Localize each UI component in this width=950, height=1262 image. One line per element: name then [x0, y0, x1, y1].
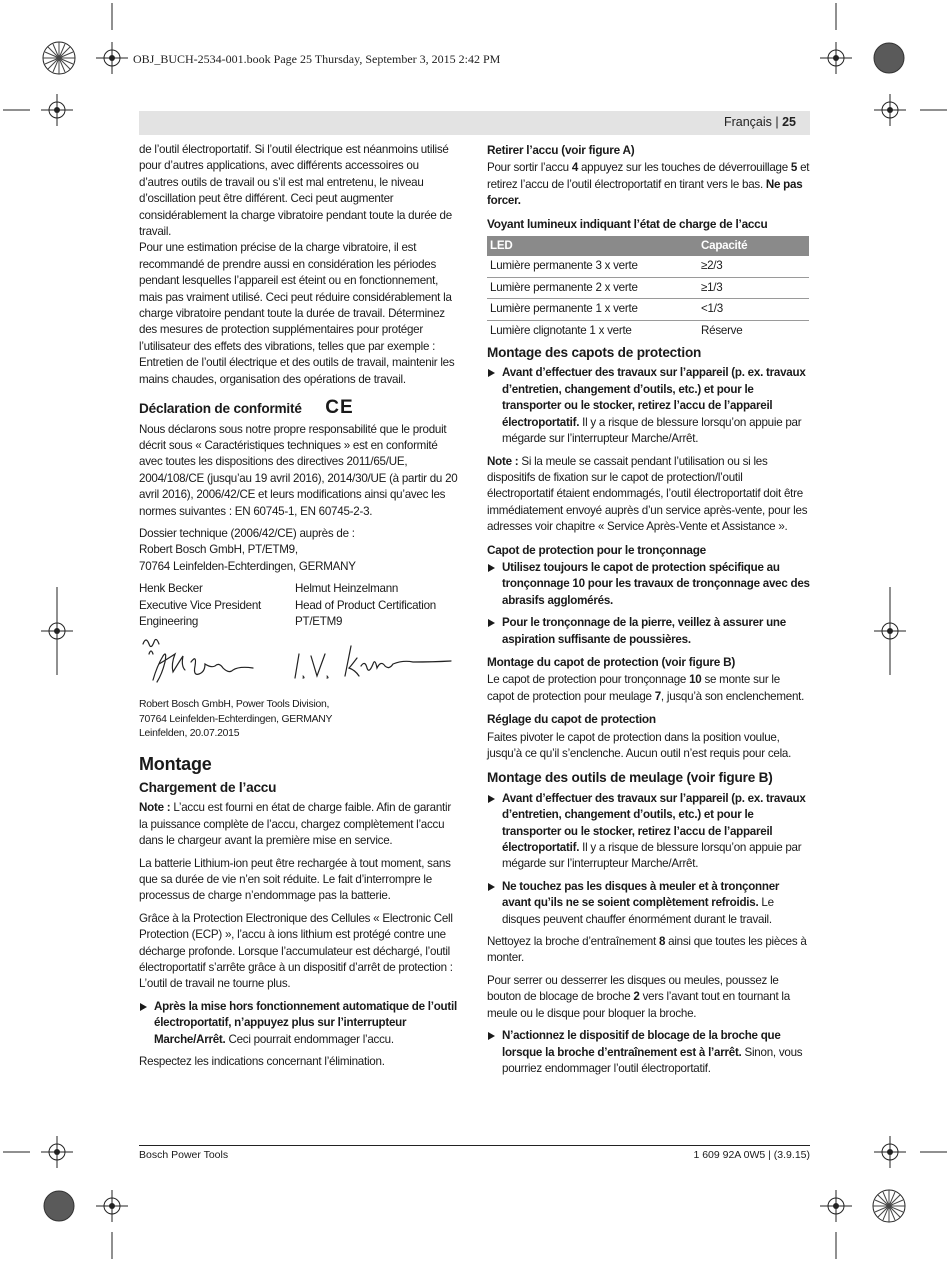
bullet-text: Il y a risque de blessure lorsqu’on appuie par mégarde sur l’interrupteur Marche/Arrêt. — [502, 415, 802, 446]
signatory-left-dept: Engineering — [139, 614, 199, 628]
bullet-bold-text: Après la mise hors fonctionnement automatique de l’outil électroportatif, n’appuyez plus sur l’interrupteur Marche/Arrêt. — [154, 999, 457, 1046]
print-header: OBJ_BUCH-2534-001.book Page 25 Thursday, September 3, 2015 2:42 PM — [133, 52, 501, 66]
bullet-bold-text: Utilisez toujours le capot de protection spécifique au tronçonnage 10 pour les travaux de tronçonnage avec des abrasifs agglomérés. — [502, 560, 810, 607]
nettoyez-text-1: Nettoyez la broche d’entraînement — [487, 935, 659, 949]
table-cell: ≥2/3 — [698, 256, 809, 277]
table-cell: Lumière clignotante 1 x verte — [490, 323, 632, 337]
declaration-heading-text: Déclaration de conformité — [139, 401, 302, 417]
retirer-warning: Ne pas forcer. — [487, 177, 803, 208]
paragraph-nettoyez — [487, 934, 810, 967]
chargement-heading: Chargement de l’accu — [139, 780, 277, 795]
bullet-triangle-icon — [488, 619, 495, 627]
paragraph-serrer — [487, 973, 810, 1022]
bullet-outils-2 — [487, 879, 810, 928]
ref-number-5: 5 — [790, 161, 798, 175]
table-row — [487, 299, 809, 320]
table-header-capacite: Capacité — [698, 236, 809, 256]
table-cell: Lumière permanente 1 x verte — [487, 299, 698, 320]
nettoyez-text-2: ainsi que toutes les pièces à monter. — [487, 935, 807, 965]
voyant-heading: Voyant lumineux indiquant l’état de charge de l’accu — [487, 216, 768, 231]
table-cell: Lumière permanente 3 x verte — [487, 256, 698, 277]
montage-capot-text-1: Le capot de protection pour tronçonnage — [487, 673, 690, 687]
dossier-line-1: Dossier technique (2006/42/CE) auprès de : — [139, 526, 355, 540]
signatory-left-title: Executive Vice President — [139, 598, 262, 612]
table-header-row — [487, 236, 809, 256]
retirer-text-1: Pour sortir l’accu — [487, 161, 572, 175]
bullet-text: Le disques peuvent chauffer énormément durant le travail. — [502, 896, 774, 926]
capot-tronconnage-heading: Capot de protection pour le tronçonnage — [487, 542, 706, 557]
bullet-outils-1 — [487, 791, 810, 873]
bullet-tronconnage-2 — [487, 615, 810, 648]
bullet-bold-text: Ne touchez pas les disques à meuler et à tronçonner avant qu’ils ne se soient complètement refroidis. — [502, 879, 780, 910]
page-header-text — [724, 115, 796, 129]
note-label: Note : — [139, 801, 171, 815]
address-line-1: Robert Bosch GmbH, Power Tools Division, — [139, 699, 330, 711]
paragraph-estimation: Pour une estimation précise de la charge vibratoire, il est recommandé de prendre aussi en considération les périodes pendant lesquelles l’appareil est éteint ou en fonctionnement, mais pas vraiment utilisé. Ceci peut réduire considérablement la charge vibratoire pendant toute la durée de travail. Déterminez des mesures de protection supplémentaires pour protéger l’utilisateur des effets des vibrations, telles que par exemple : Entretien de l’outil électrique et des outils de travail, maintenir les mains chaudes, organisation des opérations de travail. — [139, 241, 455, 386]
signatory-right — [295, 581, 451, 630]
table-cell: <1/3 — [698, 299, 809, 320]
bullet-capots — [487, 365, 810, 447]
table-cell: Réserve — [701, 323, 743, 337]
table-row — [487, 320, 809, 341]
handwritten-signatures — [139, 632, 459, 692]
signatory-right-dept: PT/ETM9 — [295, 614, 343, 628]
note-label: Note : — [487, 454, 519, 468]
left-column — [139, 142, 461, 1077]
montage-capot-text-2: se monte sur le capot de protection pour meulage — [487, 673, 780, 703]
paragraph-intro: de l’outil électroportatif. Si l’outil électrique est néanmoins utilisé pour d’autres applications, avec différents accessoires ou d’autres outils de travail ou s’il est mal entretenu, le niveau d’oscillation peut être différent. Ceci peut augmenter considérablement la charge vibratoire pendant toute la durée de travail. — [139, 143, 452, 239]
bullet-triangle-icon — [488, 795, 495, 803]
note-text: Si la meule se cassait pendant l’utilisation ou si les dispositifs de fixation sur le capot de protection/l’outil électroportatif étaient endommagés, l’outil électroportatif doit être immédiatement envoyé auprès d’un service après-vente, pour les adresses voir chapitre « Service Après-Vente et Assistance ». — [487, 454, 808, 534]
paragraph-lithium: La batterie Lithium-ion peut être rechargée à tout moment, sans que sa durée de vie n’en soit réduite. Le fait d’interrompre le processus de charge n’endommage pas la batterie. — [139, 856, 451, 903]
page-number: 25 — [782, 115, 796, 129]
bullet-auto-off — [139, 999, 461, 1048]
bullet-bold-text: N’actionnez le dispositif de blocage de la broche que lorsque la broche d’entraînement est à l’arrêt. — [502, 1029, 781, 1059]
signatory-right-name: Helmut Heinzelmann — [295, 582, 399, 596]
table-cell: Lumière permanente 2 x verte — [487, 277, 698, 298]
address-line-3: Leinfelden, 20.07.2015 — [139, 728, 240, 740]
montage-capot-heading: Montage du capot de protection (voir figure B) — [487, 654, 736, 669]
retirer-heading: Retirer l’accu (voir figure A) — [487, 143, 635, 157]
bullet-text: Sinon, vous pourriez endommager l’outil électroportatif. — [502, 1045, 803, 1075]
ref-number-2: 2 — [633, 990, 640, 1004]
bullet-bold-text: Avant d’effectuer des travaux sur l’appareil (p. ex. travaux d’entretien, changement d’outils, etc.) et pour le transporter ou le stocker, retirez l’accu de l’appareil électroportatif. — [502, 366, 806, 429]
header-separator: | — [775, 115, 779, 129]
note-text: L’accu est fourni en état de charge faible. Afin de garantir la puissance complète de l’accu, chargez complètement l’accu dans le chargeur avant la première mise en service. — [139, 801, 451, 848]
paragraph-ecp: Grâce à la Protection Electronique des Cellules « Electronic Cell Protection (ECP) », l’accu à ions lithium est protégé contre une décharge profonde. Lorsque l’accumulateur est déchargé, l’outil électroportatif s’arrête grâce à un dispositif d’arrêt de protection : L’outil de travail ne tourne plus. — [139, 911, 453, 991]
outils-heading: Montage des outils de meulage (voir figure B) — [487, 770, 773, 786]
footer-brand: Bosch Power Tools — [139, 1149, 229, 1161]
address-block — [139, 698, 461, 741]
signatory-left — [139, 581, 295, 630]
signatory-right-title: Head of Product Certification — [295, 598, 436, 612]
montage-heading: Montage — [139, 753, 212, 774]
table-cell: ≥1/3 — [698, 277, 809, 298]
retirer-text-3: et retirez l’accu de l’outil électroportatif en tirant vers le bas. — [487, 161, 810, 191]
bullet-outils-3 — [487, 1028, 810, 1077]
footer-doc-number: 1 609 92A 0W5 | (3.9.15) — [693, 1149, 810, 1161]
table-row — [487, 277, 809, 298]
paragraph-declaration: Nous déclarons sous notre propre responsabilité que le produit décrit sous « Caractéristiques techniques » est en conformité avec toutes les dispositions des directives 2011/65/UE, 2004/108/CE (jusqu’au 19 avril 2016), 2014/30/UE (à partir du 20 avril 2016), 2006/42/CE et leurs modifications ainsi qu’avec les normes suivantes : EN 60745-1, EN 60745-2-3. — [139, 422, 458, 518]
serrer-text-2: vers l’avant tout en tournant la meule ou le disque pour bloquer la broche. — [487, 990, 790, 1020]
bullet-triangle-icon — [488, 369, 495, 377]
bullet-triangle-icon — [488, 883, 495, 891]
bullet-tronconnage-1 — [487, 560, 810, 609]
paragraph-reglage: Faites pivoter le capot de protection dans la position voulue, jusqu’à ce qu’il s’enclenche. Aucun outil n’est requis pour cela. — [487, 730, 792, 760]
ref-number-7: 7 — [654, 689, 661, 703]
language-label: Français — [723, 115, 772, 129]
signatory-left-name: Henk Becker — [139, 582, 203, 596]
bullet-bold-text: Avant d’effectuer des travaux sur l’appareil (p. ex. travaux d’entretien, changement d’outils, etc.) et pour le transporter ou le stocker, retirez l’accu de l’appareil électroportatif. — [502, 791, 806, 855]
ref-number-8: 8 — [658, 935, 666, 949]
montage-capot-text-3: , jusqu’à son enclenchement. — [660, 689, 805, 703]
ce-mark: CE — [325, 397, 354, 419]
dossier-line-2: Robert Bosch GmbH, PT/ETM9, — [139, 543, 298, 557]
paragraph-note-capot — [487, 454, 810, 536]
capots-heading: Montage des capots de protection — [487, 345, 702, 361]
bullet-triangle-icon — [488, 1032, 495, 1040]
table-header-led: LED — [487, 236, 698, 256]
paragraph-montage-capot — [487, 672, 810, 705]
bullet-text: Ceci pourrait endommager l’accu. — [225, 1032, 394, 1046]
paragraph-note-charge — [139, 800, 461, 849]
bullet-triangle-icon — [140, 1003, 147, 1011]
dossier-line-3: 70764 Leinfelden-Echterdingen, GERMANY — [139, 559, 356, 573]
right-column — [487, 142, 810, 1083]
serrer-text-1: Pour serrer ou desserrer les disques ou meules, poussez le bouton de blocage de broche — [487, 973, 779, 1004]
page-header-bar — [139, 111, 810, 135]
retirer-text-2: appuyez sur les touches de déverrouillage — [578, 161, 791, 175]
bullet-triangle-icon — [488, 564, 495, 572]
paragraph-retirer — [487, 160, 810, 209]
table-row — [487, 256, 809, 277]
bullet-text: Il y a risque de blessure lorsqu’on appuie par mégarde sur l’interrupteur Marche/Arrêt. — [502, 841, 802, 871]
ref-number-10: 10 — [689, 673, 702, 687]
paragraph-elimination: Respectez les indications concernant l’élimination. — [139, 1055, 385, 1069]
signatory-names — [139, 581, 461, 630]
declaration-heading — [139, 397, 461, 419]
bullet-bold-text: Pour le tronçonnage de la pierre, veillez à assurer une aspiration suffisante de poussières. — [502, 616, 786, 646]
charge-indicator-table — [487, 236, 809, 341]
address-line-2: 70764 Leinfelden-Echterdingen, GERMANY — [139, 713, 333, 725]
reglage-heading: Réglage du capot de protection — [487, 712, 656, 727]
footer-rule — [139, 1145, 810, 1146]
ref-number-4: 4 — [571, 161, 579, 175]
